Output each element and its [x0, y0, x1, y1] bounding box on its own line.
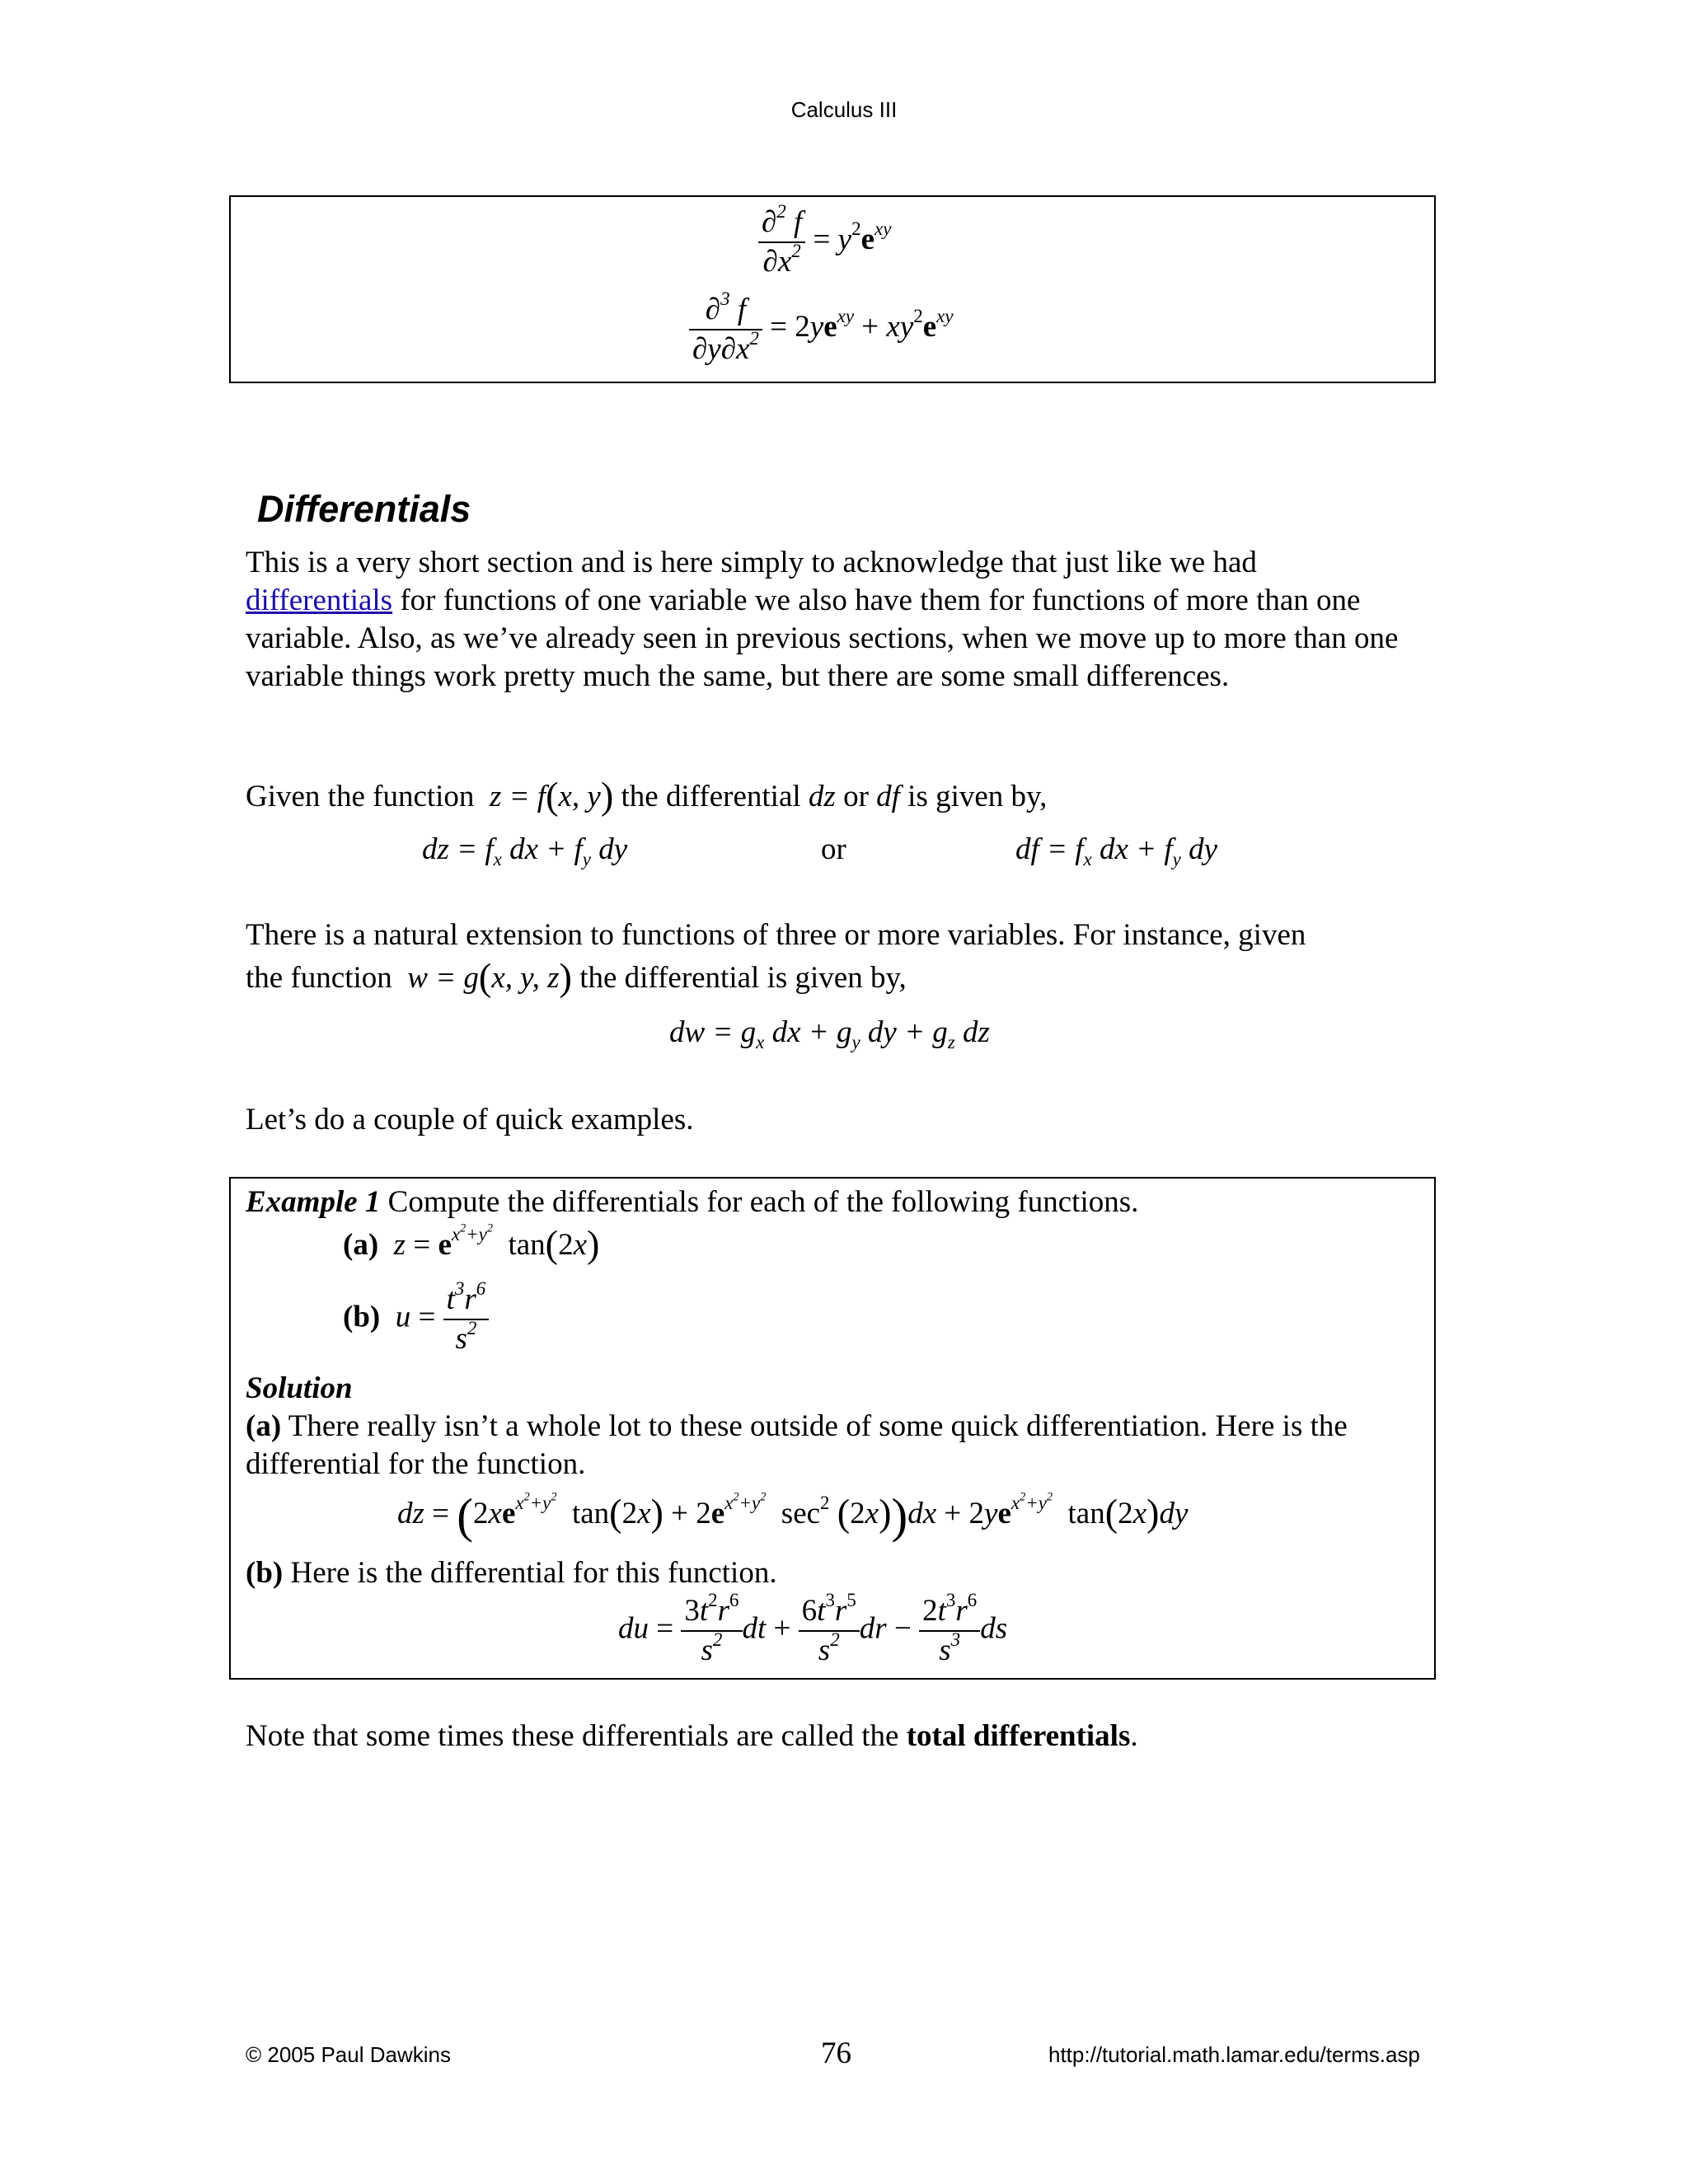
equation-fyxx: $\frac{\partial^3 f}{\partial y\partial x^2}$ = $2ye^{xy} + xy^2e^{xy}$ [689, 291, 954, 368]
example-heading [246, 1183, 1138, 1221]
example-prompt: Compute the differentials for each of the following functions. [387, 1185, 1139, 1219]
extension-line-1: There is a natural extension to functions of three or more variables. For instance, given [246, 918, 1306, 952]
equation-fxx: $\frac{\partial^2 f}{\partial x^2}$ = $y^2e^{xy}$ [758, 204, 891, 281]
extension-text-a: the function [246, 961, 392, 996]
note-paragraph [246, 1718, 1138, 1755]
sol-b-label: (b) [246, 1556, 284, 1590]
note-text: Note that some times these differentials are called the [246, 1719, 899, 1753]
solution-a-text [246, 1408, 1416, 1483]
note-period: . [1130, 1719, 1138, 1753]
extension-line-2: the function w = g(x, y, z) the differential is given by, [246, 957, 907, 999]
equation-df: df = $f_x$ dx + $f_y$ dy [1015, 832, 1218, 870]
given-text-d: is given by, [907, 780, 1048, 814]
example-box [229, 1177, 1436, 1680]
solution-label: Solution [246, 1371, 353, 1405]
footer-copyright: © 2005 Paul Dawkins [246, 2042, 451, 2067]
part-b-label: (b) [343, 1300, 381, 1334]
intro-paragraph [246, 544, 1408, 696]
equation-dz: dz = $f_x$ dx + $f_y$ dy [422, 832, 628, 870]
solution-a-equation: dz = ($2xe^{x^2+y^2}$ $\tan(2x) + 2e^{x^2+y^2}$ $\sec^2 (2x))dx + 2ye^{x^2+y^2}$ tan(2x)dy [397, 1488, 1189, 1543]
given-text-a: Given the function [246, 780, 475, 814]
extension-text-b: the differential is given by, [579, 961, 907, 996]
examples-intro: Let’s do a couple of quick examples. [246, 1103, 694, 1137]
part-a-label: (a) [343, 1228, 379, 1263]
sol-a-label: (a) [246, 1409, 282, 1443]
example-part-a: (a) $z = e^{x^2+y^2}$ tan(2x) [343, 1221, 600, 1266]
example-part-b: (b) u = $\frac{t^3r^6}{s^2}$ [343, 1281, 489, 1358]
note-bold-term: total differentials [906, 1719, 1131, 1753]
section-title: Differentials [257, 488, 471, 530]
equation-dw: dw = $g_x$ dx + $g_y$ dy + $g_z$ dz [669, 1015, 990, 1053]
footer-url: http://tutorial.math.lamar.edu/terms.asp [1048, 2042, 1420, 2067]
page-header-title: Calculus III [790, 97, 898, 122]
solution-b-text [246, 1554, 777, 1592]
differentials-link[interactable]: differentials [246, 583, 393, 617]
given-text-c: or [843, 780, 869, 814]
footer-page-number: 76 [821, 2036, 851, 2070]
formula-box [229, 195, 1436, 383]
sol-a-body: There really isn’t a whole lot to these outside of some quick differentiation. Here is the differential for the function. [246, 1409, 1348, 1481]
sol-b-body: Here is the differential for this function. [290, 1556, 777, 1590]
intro-text-a: This is a very short section and is here simply to acknowledge that just like we had [246, 546, 1257, 579]
given-function-line: Given the function z = f(x, y) the differential dz or df is given by, [246, 776, 1048, 818]
given-text-b: the differential [621, 780, 801, 814]
solution-b-equation: du = $\frac{3t^2r^6}{s^2}$ dt + $\frac{6t^3r^5}{s^2}$ dr − $\frac{2t^3r^6}{s^3}$ ds [618, 1589, 1008, 1667]
or-label: or [821, 832, 846, 866]
intro-text-b: for functions of one variable we also have them for functions of more than one variable. Also, as we’ve already seen in previous sections, when we move up to more than one variable things work pretty much the same, but there are some small differences. [246, 583, 1399, 693]
example-label: Example 1 [246, 1185, 381, 1219]
